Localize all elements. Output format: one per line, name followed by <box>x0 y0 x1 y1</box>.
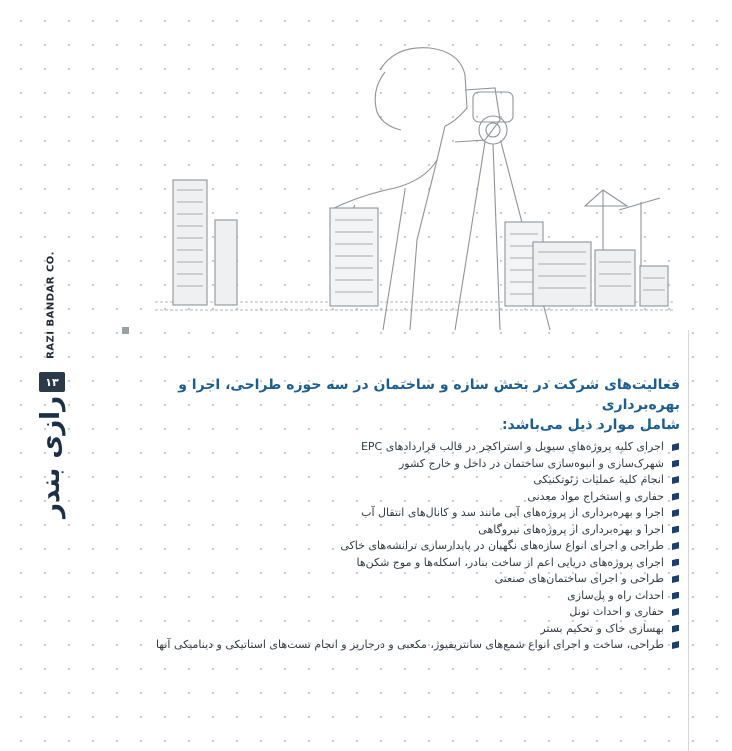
section-heading <box>120 375 680 435</box>
list-item: شهرک‌سازی و انبوه‌سازی ساختمان در داخل و خارج کشور <box>120 456 680 473</box>
right-divider-line <box>688 330 689 751</box>
bullet-icon <box>672 542 679 550</box>
heading-line-2: شامل موارد ذیل می‌باشد: <box>501 417 680 433</box>
bullet-icon <box>672 575 679 583</box>
bullet-icon <box>672 625 679 633</box>
activities-list <box>120 439 680 654</box>
bullet-icon <box>672 476 679 484</box>
bullet-icon <box>672 526 679 534</box>
bullet-icon <box>672 641 679 649</box>
brand-vertical-text: RAZI BANDAR CO. <box>45 251 57 359</box>
logo-text: رازی بندر <box>36 395 66 519</box>
list-item: انجام کلیه عملیات ژئوتکنیکی <box>120 472 680 489</box>
list-item: طراحی، ساخت و اجرای انواع شمع‌های سانتریفیوژ، مکعبی و درجاریز و انجام تست‌های استاتیکی و دینامیکی آنها <box>120 637 680 654</box>
bullet-icon <box>672 608 679 616</box>
bullet-icon <box>672 493 679 501</box>
content-block <box>120 375 680 654</box>
bullet-icon <box>672 460 679 468</box>
list-item: اجرا و بهره‌برداری از پروژه‌های آبی مانند سد و کانال‌های انتقال آب <box>120 505 680 522</box>
list-item: اجرای کلیه پروژه‌های سیویل و استراکچر در قالب قراردادهای EPC <box>120 439 680 456</box>
list-item: اجرا و بهره‌برداری از پروژه‌های نیروگاهی <box>120 522 680 539</box>
bullet-icon <box>672 559 679 567</box>
bullet-icon <box>672 443 679 451</box>
bullet-icon <box>672 509 679 517</box>
company-logo <box>30 395 72 519</box>
list-item: بهسازی خاک و تحکیم بستر <box>120 621 680 638</box>
list-item: اجرای پروژه‌های دریایی اعم از ساخت بنادر، اسکله‌ها و موج شکن‌ها <box>120 555 680 572</box>
surveyor-city-illustration <box>155 30 675 335</box>
list-item: حفاری و احداث تونل <box>120 604 680 621</box>
bullet-icon <box>672 592 679 600</box>
corner-marker <box>122 327 129 334</box>
list-item: حفاری و استخراج مواد معدنی <box>120 489 680 506</box>
side-brand-vertical <box>38 250 64 360</box>
page-number-badge: ۱۳ <box>39 372 65 392</box>
heading-line-1: فعالیت‌های شرکت در بخش سازه و ساختمان در سه حوزه طراحی، اجرا و بهره‌برداری <box>178 377 680 413</box>
list-item: طراحی و اجرای انواع سازه‌های نگهبان در پایدارسازی ترانشه‌های خاکی <box>120 538 680 555</box>
list-item: احداث راه و پل‌سازی <box>120 588 680 605</box>
list-item: طراحی و اجرای ساختمان‌های صنعتی <box>120 571 680 588</box>
